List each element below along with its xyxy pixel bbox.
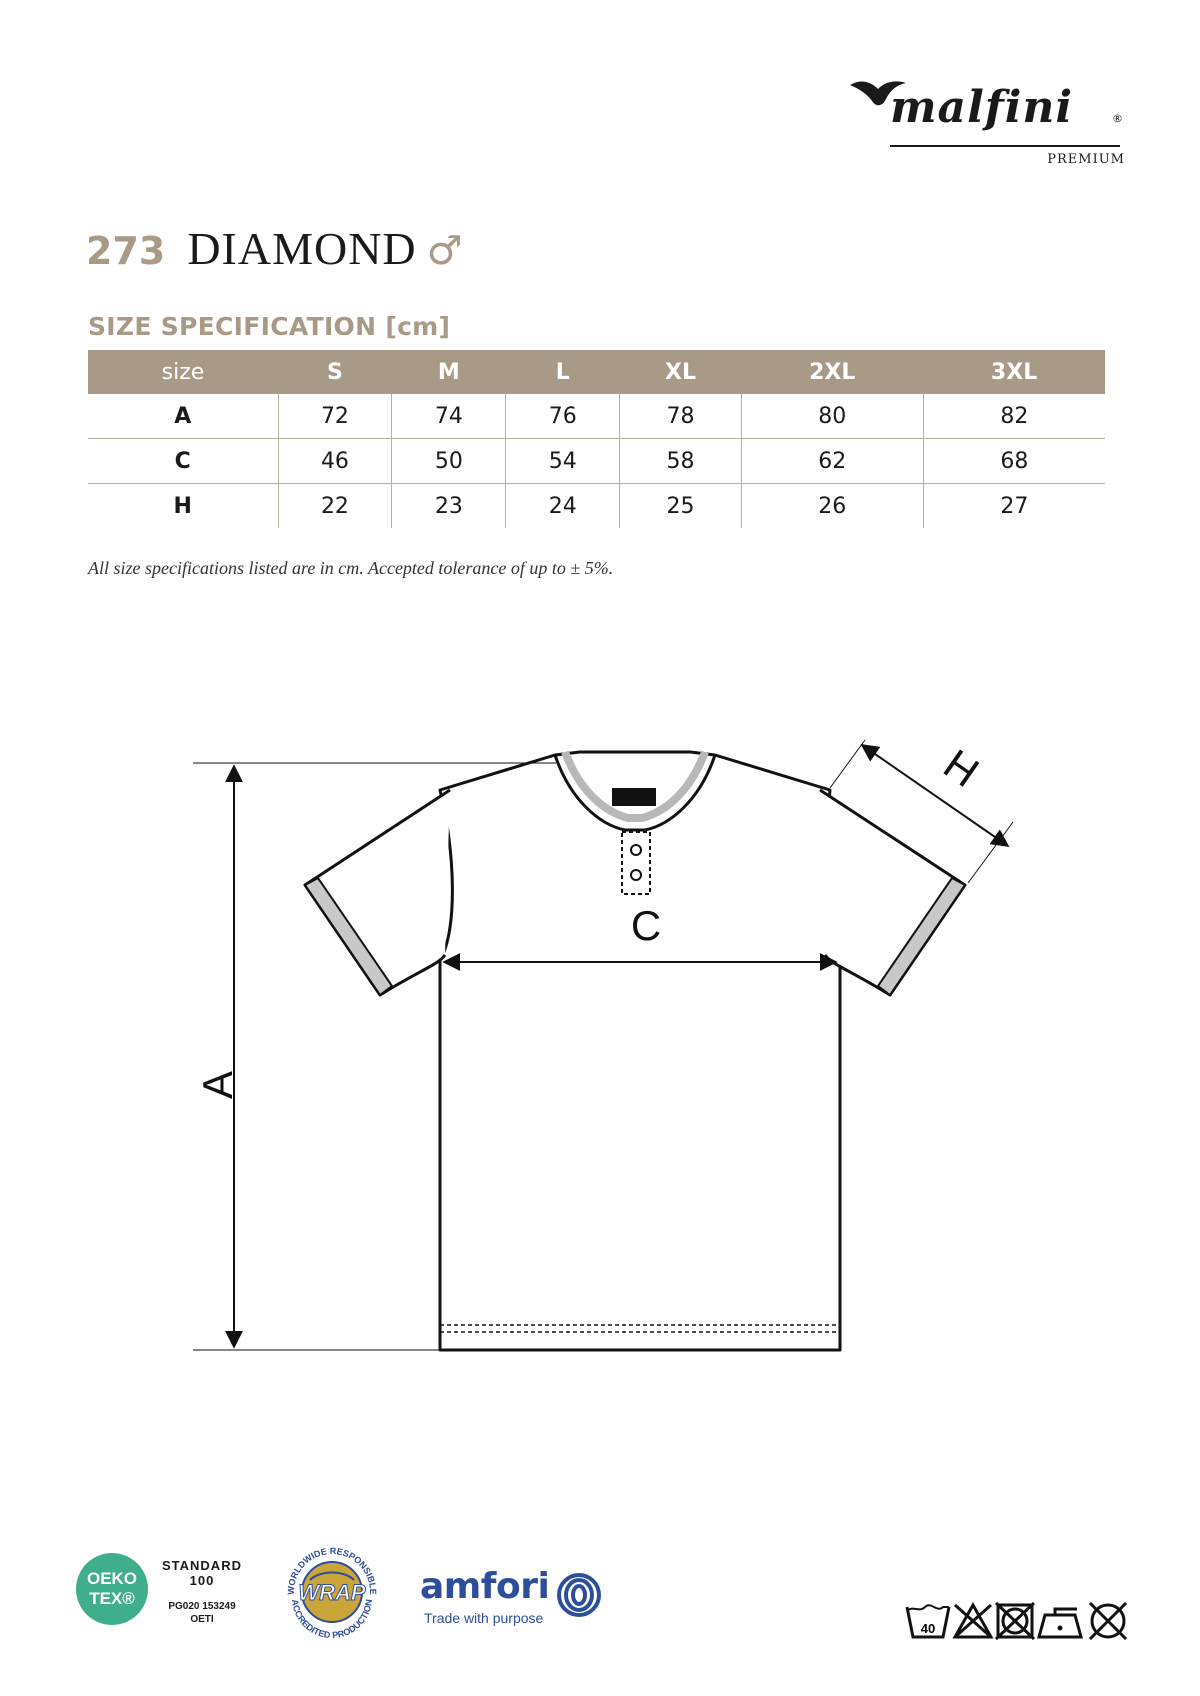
table-cell: 22 (278, 484, 392, 529)
table-row (88, 394, 1105, 439)
table-cell: 68 (923, 439, 1105, 484)
wrap-center-text: WRAP (298, 1580, 366, 1605)
oeko-line2: TEX® (89, 1589, 135, 1608)
table-row (88, 484, 1105, 529)
table-header-cell: 3XL (923, 350, 1105, 394)
oeko-cert-number: PG020 153249 (168, 1601, 236, 1612)
table-cell: 74 (392, 394, 506, 439)
no-dry-clean-icon (1090, 1603, 1126, 1639)
tolerance-note: All size specifications listed are in cm. Accepted tolerance of up to ± 5%. (88, 558, 614, 578)
care-icons (905, 1601, 1133, 1641)
sleeve-label: H (935, 740, 988, 797)
sleeve-guide (968, 822, 1013, 883)
wrap-bottom-text: ACCREDITED PRODUCTION (289, 1598, 375, 1641)
wrap-seal-icon (280, 1540, 384, 1644)
brand-logo (850, 72, 1135, 172)
oeko-standard-level: 100 (189, 1573, 215, 1588)
product-name: DIAMOND (187, 223, 417, 274)
amfori-tagline: Trade with purpose (424, 1610, 544, 1626)
gender-icon: ♂ (426, 228, 463, 274)
table-cell: 46 (278, 439, 392, 484)
placket (622, 832, 650, 894)
shirt-diagram (0, 700, 1200, 1380)
table-cell: 26 (741, 484, 923, 529)
shirt-drawing (0, 700, 1200, 1380)
table-row-label: H (173, 493, 192, 519)
registered-mark: ® (1112, 112, 1123, 125)
table-header-cell: 2XL (741, 350, 923, 394)
table-header-cell: size (88, 350, 278, 394)
wash-temp: 40 (920, 1621, 936, 1636)
table-row-label: A (88, 394, 278, 439)
neck-label (612, 788, 656, 806)
table-row (88, 439, 1105, 484)
table-cell: 78 (620, 394, 742, 439)
size-table (88, 350, 1105, 528)
section-heading: SIZE SPECIFICATION [cm] (88, 312, 451, 341)
care-symbols (905, 1601, 1133, 1641)
oeko-tex-badge (76, 1553, 148, 1625)
logo-rule (890, 145, 1120, 147)
table-cell: 23 (392, 484, 506, 529)
table-cell: 24 (506, 484, 620, 529)
table-row-label: C (88, 439, 278, 484)
table-cell: 80 (741, 394, 923, 439)
brand-wordmark: malfini (890, 82, 1074, 133)
amfori-rings-icon (556, 1572, 602, 1618)
table-header-cell: S (278, 350, 392, 394)
wash-40-icon (907, 1605, 949, 1637)
table-cell: 50 (392, 439, 506, 484)
table-header-cell: L (506, 350, 620, 394)
amfori-brand: amfori (420, 1566, 550, 1607)
table-cell: 54 (506, 439, 620, 484)
table-cell: 76 (506, 394, 620, 439)
product-title (86, 222, 463, 278)
table-header-row (88, 350, 1105, 394)
brand-tier: PREMIUM (1047, 152, 1125, 167)
table-cell: 25 (620, 484, 742, 529)
product-number: 273 (86, 229, 166, 273)
wrap-logo (280, 1540, 384, 1644)
table-header-cell: XL (620, 350, 742, 394)
table-cell: 72 (278, 394, 392, 439)
chest-label: C (630, 902, 662, 949)
table-cell: 82 (923, 394, 1105, 439)
table-cell: 27 (923, 484, 1105, 529)
oeko-code (160, 1600, 244, 1626)
no-tumble-dry-icon (996, 1603, 1034, 1639)
oeko-institute: OETI (190, 1614, 214, 1625)
wrap-top-text: WORLDWIDE RESPONSIBLE (285, 1545, 379, 1595)
table-cell: 58 (620, 439, 742, 484)
oeko-standard-label: STANDARD (162, 1558, 242, 1573)
amfori-logo (420, 1566, 620, 1634)
oeko-line1: OEKO (86, 1569, 138, 1588)
table-header-cell: M (392, 350, 506, 394)
sleeve-guide (830, 740, 865, 788)
no-bleach-icon (955, 1605, 991, 1637)
oeko-standard (160, 1558, 244, 1588)
iron-low-icon (1039, 1609, 1081, 1637)
table-cell: 62 (741, 439, 923, 484)
length-label: A (194, 1070, 241, 1100)
